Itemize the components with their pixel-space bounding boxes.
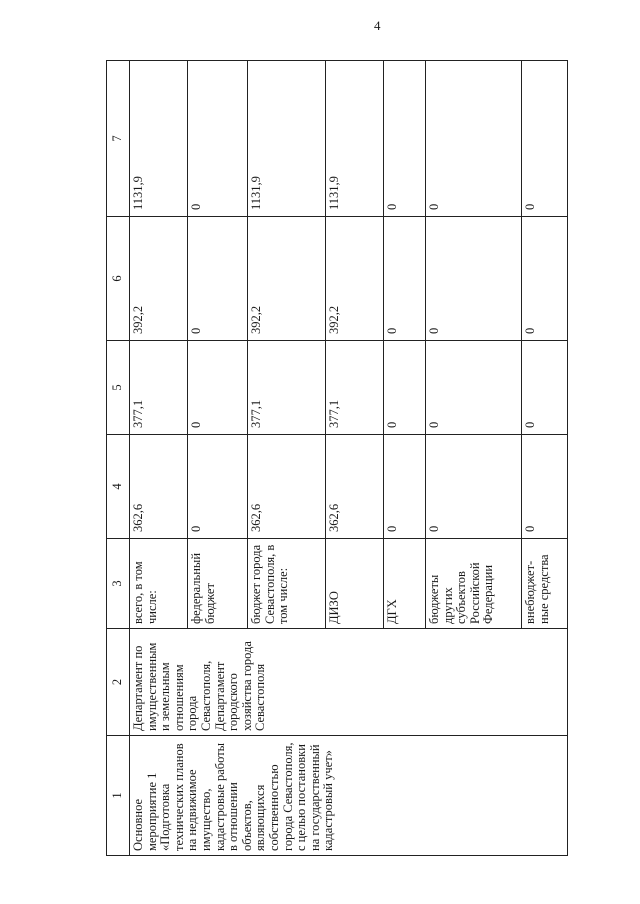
source-cell: внебюджет-ные средства [522, 539, 568, 629]
header-cell: 1 [107, 736, 130, 856]
value-cell: 392,2 [130, 217, 188, 341]
value-cell: 0 [522, 341, 568, 435]
value-cell: 0 [188, 341, 248, 435]
value-cell: 1131,9 [248, 61, 326, 217]
header-cell: 3 [107, 539, 130, 629]
value-cell: 0 [426, 341, 522, 435]
value-cell: 0 [384, 61, 426, 217]
value-cell: 0 [188, 217, 248, 341]
value-cell: 0 [188, 61, 248, 217]
value-cell: 0 [384, 217, 426, 341]
source-cell: федеральный бюджет [188, 539, 248, 629]
header-cell: 5 [107, 341, 130, 435]
header-cell: 7 [107, 61, 130, 217]
value-cell: 377,1 [248, 341, 326, 435]
value-cell: 1131,9 [326, 61, 384, 217]
value-cell: 0 [522, 435, 568, 539]
header-cell: 4 [107, 435, 130, 539]
source-cell: бюджет города Севастополя, в том числе: [248, 539, 326, 629]
value-cell: 392,2 [326, 217, 384, 341]
source-cell: ДГХ [384, 539, 426, 629]
source-cell: всего, в том числе: [130, 539, 188, 629]
executor-cell: Департамент по имущественным и земельным отношениям города Севастополя, Департамент городского хозяйства города Севастополя [130, 629, 568, 736]
measure-cell: Основное мероприятие 1 «Подготовка технических планов на недвижимое имущество, кадастровые работы в отношении объектов, являющихся собственностью города Севастополя, с целью постановки на государственный кадастровый учет» [130, 736, 568, 856]
value-cell: 0 [384, 341, 426, 435]
header-cell: 2 [107, 629, 130, 736]
value-cell: 362,6 [130, 435, 188, 539]
value-cell: 392,2 [248, 217, 326, 341]
rotated-table-container [106, 61, 566, 856]
source-cell: ДИЗО [326, 539, 384, 629]
source-cell: бюджеты других субъектов Российской Федерации [426, 539, 522, 629]
value-cell: 0 [426, 61, 522, 217]
value-cell: 362,6 [248, 435, 326, 539]
header-cell: 6 [107, 217, 130, 341]
value-cell: 0 [522, 217, 568, 341]
value-cell: 0 [426, 217, 522, 341]
table-row [130, 61, 188, 856]
value-cell: 1131,9 [130, 61, 188, 217]
value-cell: 377,1 [130, 341, 188, 435]
value-cell: 0 [522, 61, 568, 217]
value-cell: 0 [426, 435, 522, 539]
header-row [107, 61, 130, 856]
value-cell: 362,6 [326, 435, 384, 539]
value-cell: 0 [384, 435, 426, 539]
funding-table [106, 60, 568, 856]
value-cell: 377,1 [326, 341, 384, 435]
page-number: 4 [374, 18, 381, 33]
value-cell: 0 [188, 435, 248, 539]
